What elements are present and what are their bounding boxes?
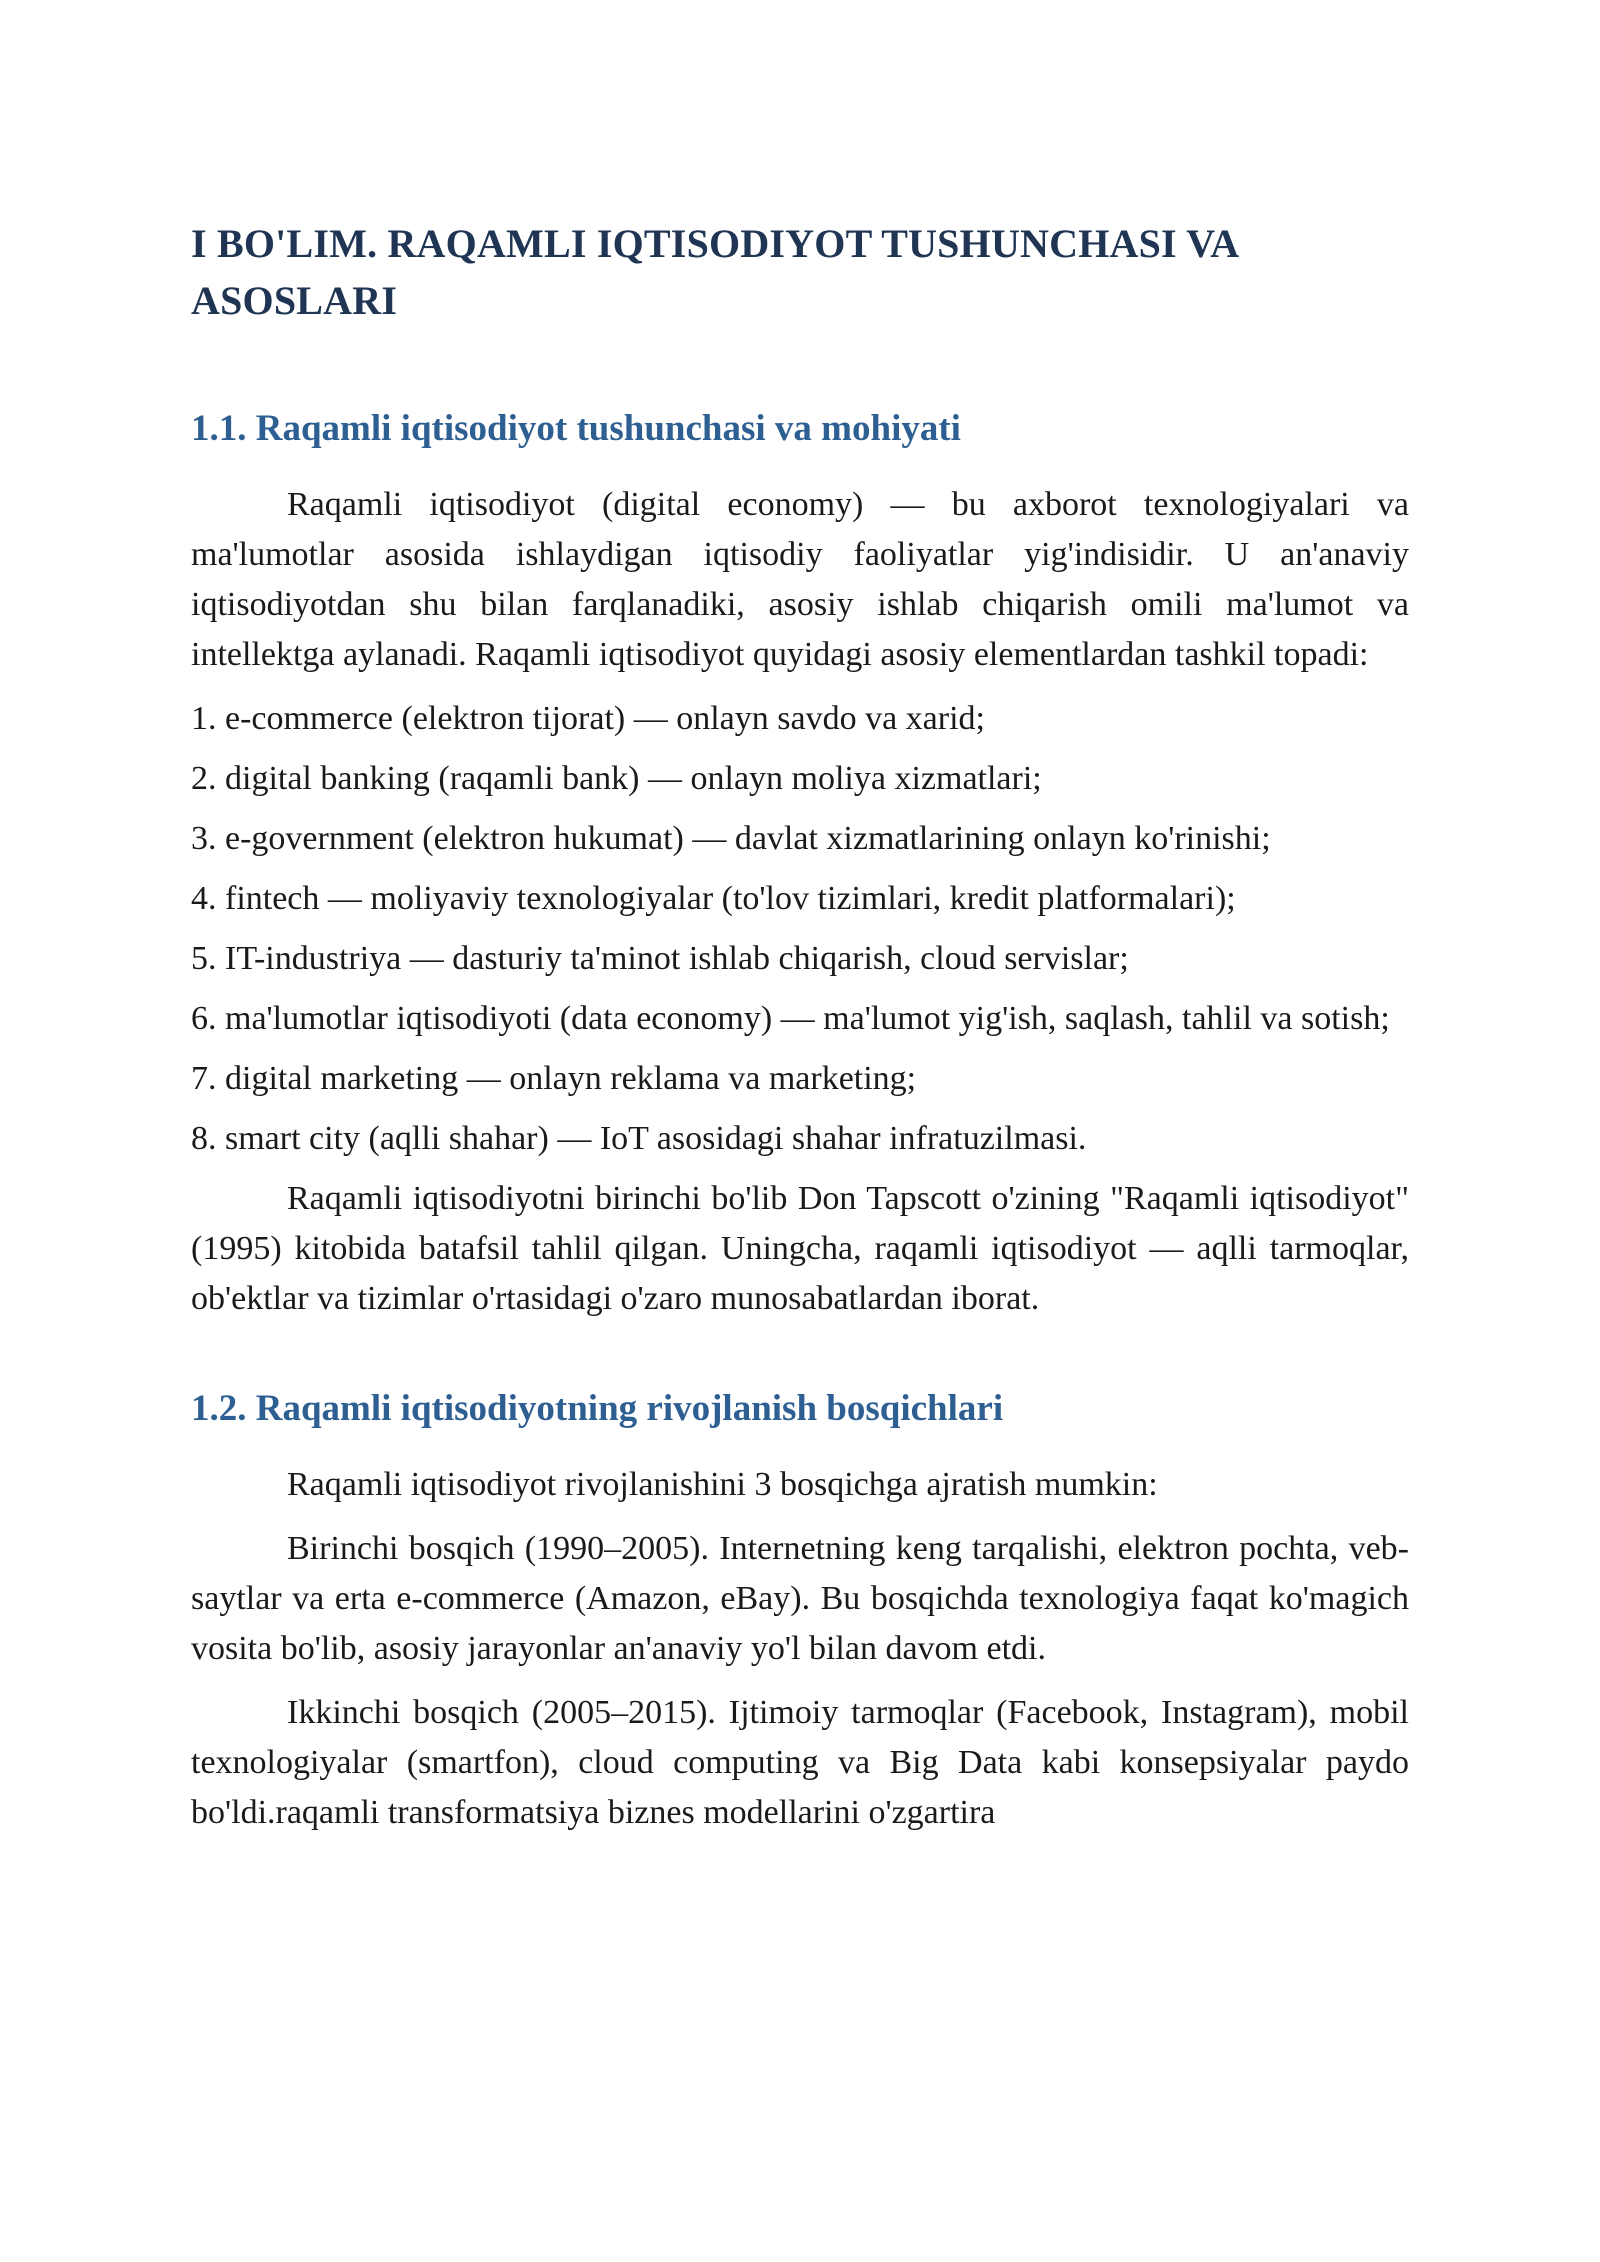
section-title-1-1: 1.1. Raqamli iqtisodiyot tushunchasi va mohiyati: [191, 408, 961, 449]
list-item-text: digital banking (raqamli bank) — onlayn moliya xizmatlari;: [225, 760, 1042, 797]
list-item: [191, 814, 1409, 864]
list-item-number: 2.: [191, 760, 217, 797]
list-item: [191, 874, 1409, 924]
list-item-number: 1.: [191, 700, 217, 737]
list-item: [191, 1114, 1409, 1164]
section-title-1-2: 1.2. Raqamli iqtisodiyotning rivojlanish bosqichlari: [191, 1388, 1004, 1429]
stage-1-paragraph: Birinchi bosqich (1990–2005). Internetning keng tarqalishi, elektron pochta, veb-saytlar va erta e-commerce (Amazon, eBay). Bu bosqichda texnologiya faqat ko'magich vosita bo'lib, asosiy jarayonlar an'anaviy yo'l bilan davom etdi.: [191, 1530, 1409, 1667]
stage-2-paragraph: Ikkinchi bosqich (2005–2015). Ijtimoiy tarmoqlar (Facebook, Instagram), mobil texnologiyalar (smartfon), cloud computing va Big Data kabi konsepsiyalar paydo bo'ldi.raqamli transformatsiya biznes modellarini o'zgartira: [191, 1694, 1409, 1831]
list-item-number: 6.: [191, 1000, 217, 1037]
list-item-text: fintech — moliyaviy texnologiyalar (to'lov tizimlari, kredit platformalari);: [225, 880, 1236, 917]
section-1-closing-paragraph: Raqamli iqtisodiyotni birinchi bo'lib Don Tapscott o'zining "Raqamli iqtisodiyot" (1995) kitobida batafsil tahlil qilgan. Uningcha, raqamli iqtisodiyot — aqlli tarmoqlar, ob'ektlar va tizimlar o'rtasidagi o'zaro munosabatlardan iborat.: [191, 1180, 1409, 1317]
elements-list: [191, 694, 1409, 1164]
section-1-intro-paragraph: Raqamli iqtisodiyot (digital economy) — bu axborot texnologiyalari va ma'lumotlar asosida ishlaydigan iqtisodiy faoliyatlar yig'indisidir. U an'anaviy iqtisodiyotdan shu bilan farqlanadiki, asosiy ishlab chiqarish omili ma'lumot va intellektga aylanadi. Raqamli iqtisodiyot quyidagi asosiy elementlardan tashkil topadi:: [191, 486, 1409, 673]
document-page: [191, 215, 1409, 1852]
list-item-text: e-commerce (elektron tijorat) — onlayn savdo va xarid;: [225, 700, 985, 737]
list-item: [191, 694, 1409, 744]
chapter-title: I BO'LIM. RAQAMLI IQTISODIYOT TUSHUNCHASI VA ASOSLARI: [191, 221, 1238, 323]
list-item-text: digital marketing — onlayn reklama va marketing;: [225, 1060, 917, 1097]
list-item-text: smart city (aqlli shahar) — IoT asosidagi shahar infratuzilmasi.: [225, 1120, 1087, 1157]
list-item-number: 5.: [191, 940, 217, 977]
list-item-number: 8.: [191, 1120, 217, 1157]
list-item: [191, 1054, 1409, 1104]
list-item-text: e-government (elektron hukumat) — davlat xizmatlarining onlayn ko'rinishi;: [225, 820, 1271, 857]
list-item: [191, 754, 1409, 804]
list-item: [191, 994, 1409, 1044]
list-item-number: 3.: [191, 820, 217, 857]
section-2-intro-paragraph: Raqamli iqtisodiyot rivojlanishini 3 bosqichga ajratish mumkin:: [287, 1466, 1158, 1503]
list-item-number: 4.: [191, 880, 217, 917]
list-item-number: 7.: [191, 1060, 217, 1097]
list-item-text: ma'lumotlar iqtisodiyoti (data economy) — ma'lumot yig'ish, saqlash, tahlil va sotish;: [225, 1000, 1390, 1037]
list-item: [191, 934, 1409, 984]
list-item-text: IT-industriya — dasturiy ta'minot ishlab chiqarish, cloud servislar;: [225, 940, 1129, 977]
